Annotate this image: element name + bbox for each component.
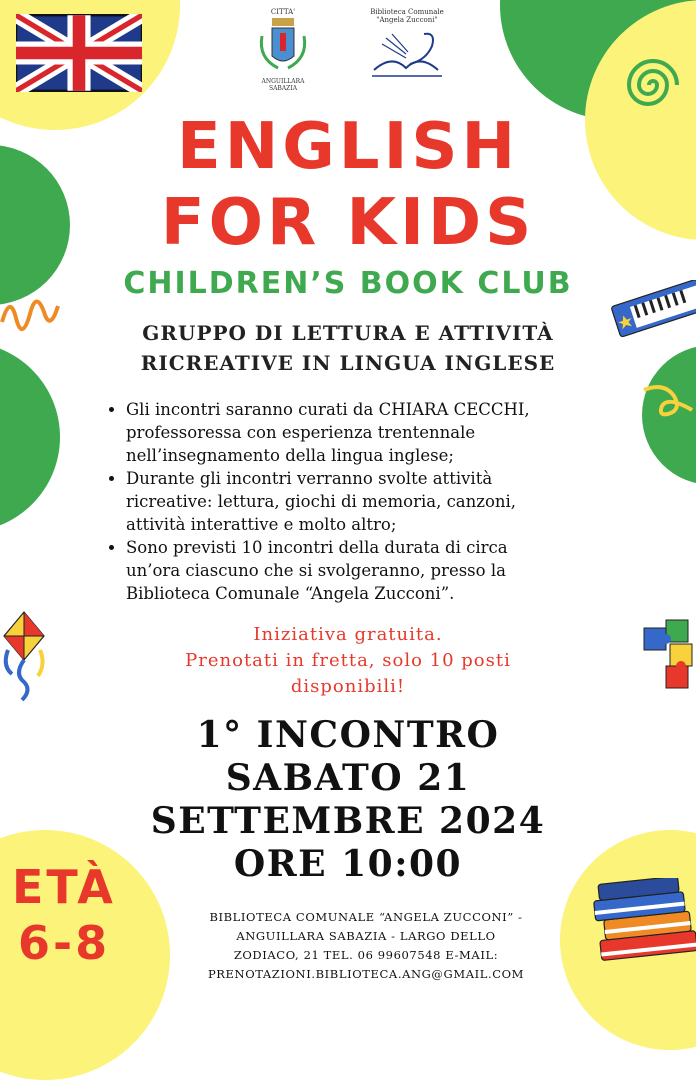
event-line1: 1° INCONTRO [196, 714, 500, 756]
biblioteca-logo [362, 8, 452, 88]
title-line1: ENGLISH [176, 110, 520, 184]
crest-icon [248, 16, 318, 78]
swan-book-icon [362, 24, 452, 82]
notice-line1: Iniziativa gratuita. [253, 624, 443, 645]
comune-logo-top-text: CITTA' [270, 8, 296, 16]
footer-line1: BIBLIOTECA COMUNALE “ANGELA ZUCCONI” - [209, 910, 523, 924]
comune-logo [248, 8, 318, 92]
age-label: ETÀ [12, 860, 116, 914]
event-line4: ORE 10:00 [233, 843, 463, 885]
footer-line2: ANGUILLARA SABAZIA - LARGO DELLO [236, 929, 496, 943]
list-item: • Durante gli incontri verranno svolte attività ricreative: lettura, giochi di memoria, canzoni, attività interattive e molto altro; [126, 467, 566, 536]
heading-line2: RICREATIVE IN LINGUA INGLESE [140, 351, 556, 375]
age-range: 6-8 [18, 916, 111, 970]
event-line3: SETTEMBRE 2024 [150, 800, 546, 842]
title-line2: FOR KIDS [160, 186, 536, 260]
yellow-squiggle-icon [640, 380, 696, 430]
list-item: • Sono previsti 10 incontri della durata di circa un’ora ciascuno che si svolgeranno, presso la Biblioteca Comunale “Angela Zucconi”. [126, 536, 566, 605]
list-item: • Gli incontri saranno curati da CHIARA CECCHI, professoressa con esperienza trentennale nell’insegnamento della lingua inglese; [126, 398, 566, 467]
info-list [102, 398, 566, 605]
heading-line1: GRUPPO DI LETTURA E ATTIVITÀ [142, 321, 554, 345]
comune-logo-bottom-text: ANGUILLARA SABAZIA [261, 78, 305, 92]
footer-address [196, 908, 536, 984]
notice-line2: Prenotati in fretta, solo 10 posti [185, 650, 511, 671]
biblioteca-logo-line2: "Angela Zucconi" [376, 16, 438, 24]
uk-flag-icon [16, 14, 142, 92]
footer-line4: PRENOTAZIONI.BIBLIOTECA.ANG@GMAIL.COM [207, 967, 525, 981]
event-line2: SABATO 21 [225, 757, 471, 799]
subtitle: CHILDREN’S BOOK CLUB [123, 266, 573, 301]
biblioteca-logo-line1: Biblioteca Comunale [370, 8, 444, 16]
notice-line3: disponibili! [290, 676, 406, 697]
footer-line3: ZODIACO, 21 TEL. 06 99607548 E-MAIL: [233, 948, 499, 962]
books-icon [590, 878, 696, 964]
